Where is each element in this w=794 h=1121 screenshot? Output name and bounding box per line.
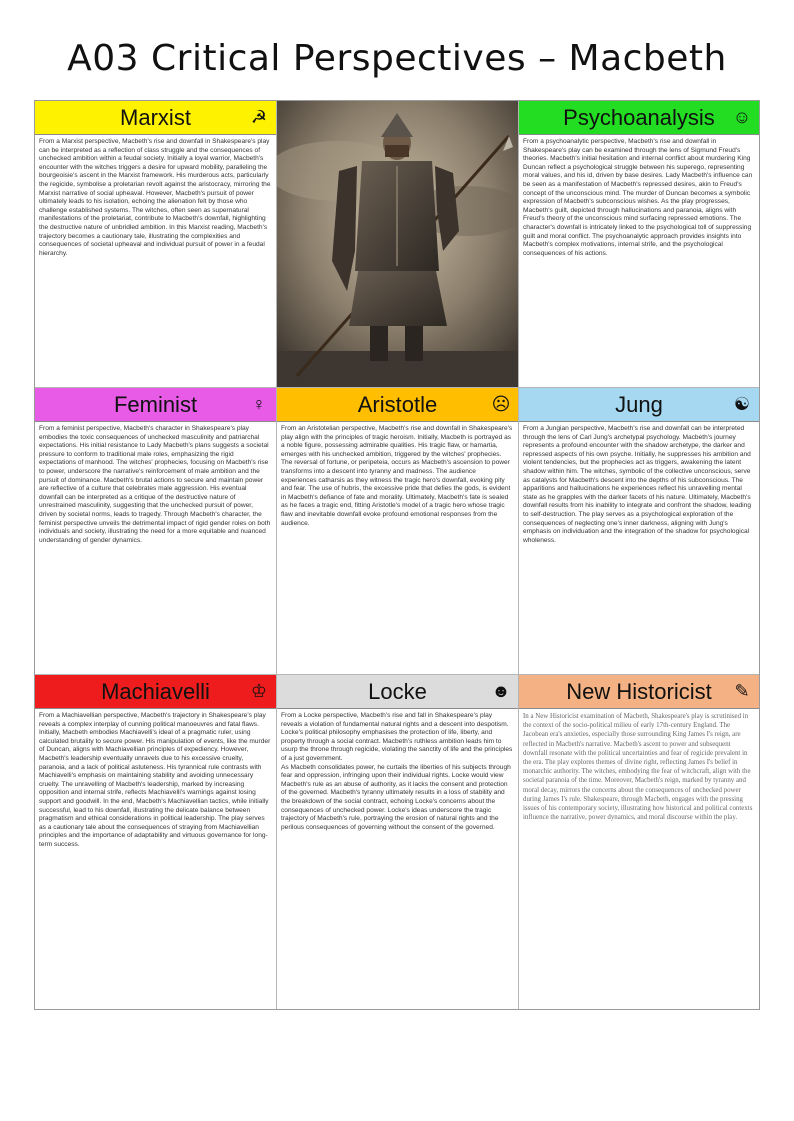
warrior-image <box>277 101 519 388</box>
locke-header <box>277 675 518 709</box>
machiavelli-header <box>35 675 276 709</box>
marxist-panel <box>35 101 277 388</box>
crown-icon: ♔ <box>250 681 268 701</box>
machiavelli-text: From a Machiavellian perspective, Macbeth's trajectory in Shakespeare's play reveals a complex interplay of cunning political manoeuvres and fatal flaws. Initially, Macbeth embodies Machiavelli's ideal of a pragmatic ruler, using calculated brutality to secure power. His manipulation of events, like the murder of Duncan, aligns with Machiavellian principles of expediency. However, Macbeth's leadership eventually unravels due to his excessive cruelty, paranoia, and a lack of political astuteness. His tyrannical rule contrasts with Machiavelli's emphasis on maintaining stability and avoiding unnecessary cruelty. The unravelling of Macbeth's leadership, marked by increasing opposition and internal strife, reflects Machiavelli's warnings against losing support and goodwill. In the end, Macbeth's Machiavellian tactics, while initially successful, lead to his downfall, illustrating the delicate balance between pragmatism and ethical considerations in political leadership. The play serves as a cautionary tale about the consequences of straying from Machiavellian principles and the importance of adaptability and virtuous governance for long-term success. <box>39 712 271 848</box>
hammer-sickle-icon: ☭ <box>250 107 268 127</box>
machiavelli-panel <box>35 675 277 1009</box>
feminist-text: From a feminist perspective, Macbeth's character in Shakespeare's play embodies the toxic consequences of unchecked masculinity and patriarchal expectations. His initial resistance to Lady Macbeth's plans suggests a societal pressure to conform to traditional male roles, emphasizing the rigid expectations of manhood. The witches' prophecies, focusing on Macbeth's rise to power, underscore the narrative's reinforcement of male ambition and the pursuit of dominance. Macbeth's brutal actions to secure and maintain power are reflective of a culture that celebrates male aggression. His eventual downfall can be interpreted as a critique of the destructive nature of unrestrained masculinity, suggesting that the unchecked pursuit of power, driven by societal norms, leads to tragedy. Through Macbeth's character, the feminist perspective unveils the detrimental impact of rigid gender roles on both individuals and society, illustrating the need for a more equitable and nuanced understanding of gender dynamics. <box>39 425 271 544</box>
psychoanalysis-heading: Psychoanalysis <box>563 105 715 130</box>
locke-panel <box>277 675 519 1009</box>
head-profile-icon: ☺ <box>732 107 752 127</box>
aristotle-heading: Aristotle <box>357 392 438 417</box>
perspectives-grid <box>34 100 760 1010</box>
psychoanalysis-panel <box>519 101 759 388</box>
jung-text: From a Jungian perspective, Macbeth's rise and downfall can be interpreted through the lens of Carl Jung's archetypal psychology. Macbeth's journey represents a profound encounter with the shadow archetype, the darker and repressed aspects of his own psyche. Initially, he suppresses his ambition and violent tendencies, but the prophecies act as triggers, awakening the latent shadow within him. The witches, symbolic of the collective unconscious, serve as catalysts for Macbeth's descent into the depths of his subconscious. The apparitions and hallucinations he experiences reflect his unravelling mental state as he grapples with the darker facets of his nature. Ultimately, Macbeth's downfall results from his inability to integrate and confront the shadow, leading to self-destruction. The play serves as a psychological exploration of the consequences of neglecting one's inner darkness, aligning with Jung's emphasis on individuation and the integration of the shadow for psychological wholeness. <box>523 425 751 544</box>
aristotle-text: From an Aristotelian perspective, Macbeth's rise and downfall in Shakespeare's play align with the principles of tragic heroism. Initially, Macbeth is portrayed as a noble figure, possessing admirable qualities. His tragic flaw, or hamartia, emerges with his unchecked ambition, triggered by the witches' prophecies. The reversal of fortune, or peripeteia, occurs as Macbeth's ascension to power transforms into a descent into tyranny and madness. The audience experiences catharsis as they witness the tragic hero's downfall, evoking pity and fear. The use of hubris, the excessive pride that defies the gods, is evident in Macbeth's defiance of fate and morality. Ultimately, Macbeth's fate is sealed as he faces a tragic end, fitting Aristotle's model of a tragic hero whose tragic flaw and inevitable downfall evoke profound emotional responses from the audience. <box>281 425 513 527</box>
scroll-icon: ✎ <box>734 681 750 701</box>
locke-paragraph-1: From a Locke perspective, Macbeth's rise and fall in Shakespeare's play reveals a violation of fundamental natural rights and a descent into despotism. Locke's political philosophy emphasises the protection of life, liberty, and property through a social contract. Macbeth's ruthless ambition leads him to usurp the throne through regicide, violating the sanctity of life and the principles of a just government. <box>281 712 513 762</box>
aristotle-header <box>277 388 518 422</box>
theatre-masks-icon: ☹ <box>491 394 511 414</box>
feminist-panel <box>35 388 277 675</box>
new-historicist-header <box>519 675 759 709</box>
jung-panel <box>519 388 759 675</box>
new-historicist-heading: New Historicist <box>566 679 712 704</box>
female-symbol-icon: ♀ <box>252 394 266 414</box>
macbeth-warrior-illustration <box>277 101 519 388</box>
locke-heading: Locke <box>368 679 427 704</box>
jung-heading: Jung <box>615 392 663 417</box>
yin-yang-icon: ☯ <box>733 394 751 414</box>
page-title: A03 Critical Perspectives – Macbeth <box>67 38 727 79</box>
feminist-heading: Feminist <box>113 392 198 417</box>
thinking-head-icon: ☻ <box>491 681 511 701</box>
machiavelli-heading: Machiavelli <box>101 679 210 704</box>
feminist-header <box>35 388 276 422</box>
aristotle-panel <box>277 388 519 675</box>
new-historicist-text: In a New Historicist examination of Macbeth, Shakespeare's play is scrutinised in the context of the socio-political milieu of early 17th-century England. The Jacobean era's anxieties, especially those surrounding King James I's reign, are reflected in Macbeth's narrative. Macbeth's ascent to power and subsequent downfall resonate with the political uncertainties and fear of regicide prevalent in the era. The play explores themes of divine right, reflecting James I's belief in monarchic authority. The witches, embodying the fear of witchcraft, align with the societal paranoia of the time. Moreover, Macbeth's reign, marked by tyranny and moral decay, mirrors the concerns about the consequences of unchecked power during James I's rule. Shakespeare, through Macbeth, engages with the pressing issues of his contemporary society, illustrating how historical and political contexts influence the narrative, power dynamics, and moral discourse within the play. <box>523 713 753 822</box>
jung-header <box>519 388 759 422</box>
marxist-header <box>35 101 276 135</box>
locke-text <box>277 709 518 832</box>
marxist-heading: Marxist <box>120 105 191 130</box>
psychoanalysis-text: From a psychoanalytic perspective, Macbeth's rise and downfall in Shakespeare's play can be examined through the lens of Sigmund Freud's theories. Macbeth's initial hesitation and internal conflict about murdering King Duncan reflect a psychological struggle between his superego, representing moral values, and his id, driven by base desires. Lady Macbeth's influence can be seen as a manifestation of Macbeth's repressed desires, akin to Freud's concept of the unconscious mind. The murder of Duncan becomes a symbolic expression of Macbeth's subconscious wishes. As the play progresses, Macbeth's guilt, depicted through hallucinations and paranoia, aligns with Freud's theory of the unconscious mind surfacing repressed emotions. The character's downfall is intricately linked to the psychological toll of suppressing guilt and moral conflict. The psychoanalytic approach provides insights into Macbeth's complex motivations, internal strife, and the psychological consequences of his actions. <box>523 138 753 257</box>
new-historicist-panel <box>519 675 759 1009</box>
locke-paragraph-2: As Macbeth consolidates power, he curtails the liberties of his subjects through fear and oppression, infringing upon their individual rights. Locke would view Macbeth's rule as an abuse of authority, as it lacks the consent and protection of the governed. Macbeth's tyranny ultimately results in a loss of stability and the breakdown of the social contract, echoing Locke's concerns about the consequences of unchecked power. Locke's ideas underscore the tragic trajectory of Macbeth's rule, portraying the erosion of natural rights and the perilous consequences of governing without the consent of the governed. <box>281 763 511 831</box>
marxist-text: From a Marxist perspective, Macbeth's rise and downfall in Shakespeare's play can be interpreted as a reflection of class struggle and the consequences of unchecked ambition within a feudal society. Initially a loyal warrior, Macbeth's encounter with the witches triggers a desire for upward mobility, paralleling the bourgeoisie's ascent in the Marxist framework. His murderous acts, particularly the regicide, symbolise a proletarian revolt against the aristocracy, mirroring the Marxist narrative of social upheaval. However, Macbeth's pursuit of power ultimately leads to his isolation, echoing the alienation felt by those who challenge established systems. The witches, often seen as supernatural manifestations of the proletariat, contribute to Macbeth's downfall, highlighting the destructive nature of unbridled ambition. In this Marxist reading, Macbeth's trajectory becomes a cautionary tale, illustrating the complexities and consequences of societal upheaval and individual pursuit of power in a feudal hierarchy. <box>39 138 271 257</box>
psychoanalysis-header <box>519 101 759 135</box>
